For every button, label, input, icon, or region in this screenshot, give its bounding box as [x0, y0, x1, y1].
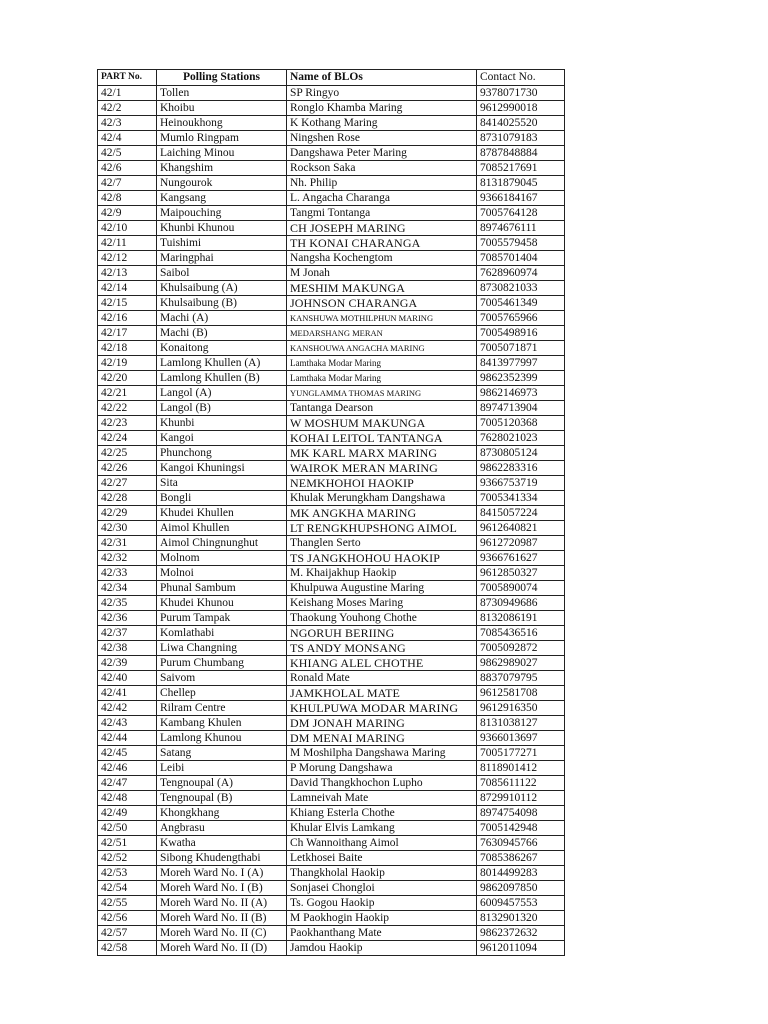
contact-no-cell: 8415057224 — [477, 506, 565, 521]
blo-name-cell: Paokhanthang Mate — [287, 926, 477, 941]
table-row — [98, 731, 565, 746]
blo-name-cell: P Morung Dangshawa — [287, 761, 477, 776]
table-row — [98, 551, 565, 566]
table-row — [98, 851, 565, 866]
table-row — [98, 596, 565, 611]
part-no-cell: 42/3 — [98, 116, 157, 131]
blo-name-cell: M. Khaijakhup Haokip — [287, 566, 477, 581]
part-no-cell: 42/37 — [98, 626, 157, 641]
polling-station-cell: Molnom — [157, 551, 287, 566]
contact-no-cell: 7005092872 — [477, 641, 565, 656]
polling-station-cell: Lamlong Khunou — [157, 731, 287, 746]
table-row — [98, 476, 565, 491]
part-no-cell: 42/9 — [98, 206, 157, 221]
contact-no-cell: 7630945766 — [477, 836, 565, 851]
polling-station-cell: Moreh Ward No. II (D) — [157, 941, 287, 956]
table-row — [98, 266, 565, 281]
blo-name-cell: Lamthaka Modar Maring — [287, 356, 477, 371]
part-no-cell: 42/58 — [98, 941, 157, 956]
table-row — [98, 116, 565, 131]
contact-no-cell: 9366184167 — [477, 191, 565, 206]
part-no-cell: 42/28 — [98, 491, 157, 506]
part-no-cell: 42/8 — [98, 191, 157, 206]
contact-no-cell: 8730949686 — [477, 596, 565, 611]
polling-station-cell: Khulsaibung (A) — [157, 281, 287, 296]
contact-no-cell: 7085386267 — [477, 851, 565, 866]
part-no-cell: 42/25 — [98, 446, 157, 461]
contact-no-cell: 8974676111 — [477, 221, 565, 236]
polling-station-cell: Mumlo Ringpam — [157, 131, 287, 146]
table-row — [98, 806, 565, 821]
blo-name-cell: JOHNSON CHARANGA — [287, 296, 477, 311]
contact-no-cell: 6009457553 — [477, 896, 565, 911]
table-row — [98, 86, 565, 101]
contact-no-cell: 9862352399 — [477, 371, 565, 386]
part-no-cell: 42/4 — [98, 131, 157, 146]
table-row — [98, 506, 565, 521]
part-no-cell: 42/54 — [98, 881, 157, 896]
table-row — [98, 281, 565, 296]
contact-no-cell: 8132901320 — [477, 911, 565, 926]
polling-station-cell: Kambang Khulen — [157, 716, 287, 731]
polling-station-cell: Sibong Khudengthabi — [157, 851, 287, 866]
part-no-cell: 42/31 — [98, 536, 157, 551]
polling-station-cell: Phunchong — [157, 446, 287, 461]
table-row — [98, 641, 565, 656]
part-no-cell: 42/20 — [98, 371, 157, 386]
table-row — [98, 341, 565, 356]
polling-station-cell: Kangsang — [157, 191, 287, 206]
part-no-cell: 42/1 — [98, 86, 157, 101]
blo-name-cell: Tangmi Tontanga — [287, 206, 477, 221]
part-no-cell: 42/12 — [98, 251, 157, 266]
blo-name-cell: David Thangkhochon Lupho — [287, 776, 477, 791]
part-no-cell: 42/52 — [98, 851, 157, 866]
polling-station-cell: Bongli — [157, 491, 287, 506]
polling-station-cell: Maipouching — [157, 206, 287, 221]
table-row — [98, 251, 565, 266]
blo-name-cell: KANSHOUWA ANGACHA MARING — [287, 341, 477, 356]
table-row — [98, 491, 565, 506]
polling-station-cell: Khoibu — [157, 101, 287, 116]
polling-station-cell: Machi (A) — [157, 311, 287, 326]
part-no-cell: 42/40 — [98, 671, 157, 686]
part-no-cell: 42/45 — [98, 746, 157, 761]
contact-no-cell: 8730805124 — [477, 446, 565, 461]
blo-name-cell: Ningshen Rose — [287, 131, 477, 146]
part-no-cell: 42/35 — [98, 596, 157, 611]
blo-name-cell: Lamthaka Modar Maring — [287, 371, 477, 386]
polling-station-cell: Khunbi Khunou — [157, 221, 287, 236]
blo-table — [97, 69, 565, 956]
contact-no-cell: 7628021023 — [477, 431, 565, 446]
blo-name-cell: Lamneivah Mate — [287, 791, 477, 806]
polling-station-cell: Sita — [157, 476, 287, 491]
contact-no-cell: 9862097850 — [477, 881, 565, 896]
table-row — [98, 446, 565, 461]
part-no-cell: 42/10 — [98, 221, 157, 236]
contact-no-cell: 9612850327 — [477, 566, 565, 581]
contact-no-cell: 7005890074 — [477, 581, 565, 596]
contact-no-cell: 7085611122 — [477, 776, 565, 791]
contact-no-cell: 7005177271 — [477, 746, 565, 761]
polling-station-cell: Langol (A) — [157, 386, 287, 401]
contact-no-cell: 9612640821 — [477, 521, 565, 536]
blo-name-cell: Letkhosei Baite — [287, 851, 477, 866]
contact-no-cell: 9862283316 — [477, 461, 565, 476]
part-no-cell: 42/2 — [98, 101, 157, 116]
part-no-cell: 42/41 — [98, 686, 157, 701]
blo-name-cell: JAMKHOLAL MATE — [287, 686, 477, 701]
polling-station-cell: Heinoukhong — [157, 116, 287, 131]
blo-name-cell: NGORUH BERIING — [287, 626, 477, 641]
table-row — [98, 191, 565, 206]
blo-name-cell: Thangkholal Haokip — [287, 866, 477, 881]
table-row — [98, 401, 565, 416]
contact-no-cell: 9612581708 — [477, 686, 565, 701]
contact-no-cell: 7085217691 — [477, 161, 565, 176]
table-row — [98, 671, 565, 686]
polling-station-cell: Saibol — [157, 266, 287, 281]
blo-name-cell: TS JANGKHOHOU HAOKIP — [287, 551, 477, 566]
part-no-cell: 42/21 — [98, 386, 157, 401]
polling-station-cell: Moreh Ward No. II (C) — [157, 926, 287, 941]
blo-name-cell: L. Angacha Charanga — [287, 191, 477, 206]
polling-station-cell: Tuishimi — [157, 236, 287, 251]
polling-station-cell: Purum Chumbang — [157, 656, 287, 671]
part-no-cell: 42/43 — [98, 716, 157, 731]
contact-no-cell: 7005120368 — [477, 416, 565, 431]
table-row — [98, 821, 565, 836]
table-row — [98, 206, 565, 221]
contact-no-cell: 7005765966 — [477, 311, 565, 326]
contact-no-cell: 7005071871 — [477, 341, 565, 356]
table-row — [98, 761, 565, 776]
blo-name-cell: KHIANG ALEL CHOTHE — [287, 656, 477, 671]
polling-station-cell: Lamlong Khullen (B) — [157, 371, 287, 386]
contact-no-cell: 7085436516 — [477, 626, 565, 641]
part-no-cell: 42/16 — [98, 311, 157, 326]
contact-no-cell: 9366761627 — [477, 551, 565, 566]
table-row — [98, 311, 565, 326]
part-no-cell: 42/51 — [98, 836, 157, 851]
table-row — [98, 296, 565, 311]
polling-station-cell: Phunal Sambum — [157, 581, 287, 596]
part-no-cell: 42/34 — [98, 581, 157, 596]
contact-no-cell: 8837079795 — [477, 671, 565, 686]
table-row — [98, 611, 565, 626]
part-no-cell: 42/39 — [98, 656, 157, 671]
blo-name-cell: Nh. Philip — [287, 176, 477, 191]
contact-no-cell: 7005142948 — [477, 821, 565, 836]
polling-station-cell: Komlathabi — [157, 626, 287, 641]
table-row — [98, 101, 565, 116]
part-no-cell: 42/38 — [98, 641, 157, 656]
blo-name-cell: YUNGLAMMA THOMAS MARING — [287, 386, 477, 401]
polling-station-cell: Moreh Ward No. I (A) — [157, 866, 287, 881]
polling-station-cell: Saivom — [157, 671, 287, 686]
contact-no-cell: 7628960974 — [477, 266, 565, 281]
contact-no-cell: 8131038127 — [477, 716, 565, 731]
part-no-cell: 42/47 — [98, 776, 157, 791]
contact-no-cell: 9612720987 — [477, 536, 565, 551]
blo-name-cell: KANSHUWA MOTHILPHUN MARING — [287, 311, 477, 326]
table-row — [98, 701, 565, 716]
blo-name-cell: Ch Wannoithang Aimol — [287, 836, 477, 851]
table-row — [98, 461, 565, 476]
blo-name-cell: MK KARL MARX MARING — [287, 446, 477, 461]
table-row — [98, 686, 565, 701]
blo-name-cell: Khular Elvis Lamkang — [287, 821, 477, 836]
part-no-cell: 42/19 — [98, 356, 157, 371]
contact-no-cell: 8413977997 — [477, 356, 565, 371]
blo-name-cell: LT RENGKHUPSHONG AIMOL — [287, 521, 477, 536]
part-no-cell: 42/29 — [98, 506, 157, 521]
polling-station-cell: Molnoi — [157, 566, 287, 581]
polling-station-cell: Moreh Ward No. II (A) — [157, 896, 287, 911]
blo-name-cell: KHULPUWA MODAR MARING — [287, 701, 477, 716]
table-row — [98, 656, 565, 671]
blo-name-cell: SP Ringyo — [287, 86, 477, 101]
table-row — [98, 536, 565, 551]
blo-name-cell: Ronglo Khamba Maring — [287, 101, 477, 116]
polling-station-cell: Machi (B) — [157, 326, 287, 341]
table-row — [98, 881, 565, 896]
part-no-cell: 42/36 — [98, 611, 157, 626]
blo-name-cell: Thanglen Serto — [287, 536, 477, 551]
table-row — [98, 221, 565, 236]
part-no-cell: 42/14 — [98, 281, 157, 296]
table-row — [98, 791, 565, 806]
polling-station-cell: Chellep — [157, 686, 287, 701]
table-row — [98, 941, 565, 956]
table-row — [98, 716, 565, 731]
contact-no-cell: 7005498916 — [477, 326, 565, 341]
blo-name-cell: MESHIM MAKUNGA — [287, 281, 477, 296]
polling-station-cell: Leibi — [157, 761, 287, 776]
contact-no-cell: 9862146973 — [477, 386, 565, 401]
contact-no-cell: 9862372632 — [477, 926, 565, 941]
table-row — [98, 566, 565, 581]
blo-name-cell: Thaokung Youhong Chothe — [287, 611, 477, 626]
table-row — [98, 236, 565, 251]
contact-no-cell: 8731079183 — [477, 131, 565, 146]
blo-name-cell: Khulak Merungkham Dangshawa — [287, 491, 477, 506]
polling-station-cell: Tollen — [157, 86, 287, 101]
part-no-cell: 42/46 — [98, 761, 157, 776]
part-no-cell: 42/33 — [98, 566, 157, 581]
table-row — [98, 431, 565, 446]
blo-name-cell: Nangsha Kochengtom — [287, 251, 477, 266]
header-polling-stations: Polling Stations — [157, 70, 287, 86]
table-row — [98, 626, 565, 641]
contact-no-cell: 9612916350 — [477, 701, 565, 716]
contact-no-cell: 8974754098 — [477, 806, 565, 821]
blo-name-cell: MK ANGKHA MARING — [287, 506, 477, 521]
polling-station-cell: Tengnoupal (B) — [157, 791, 287, 806]
header-name-of-blos: Name of BLOs — [287, 70, 477, 86]
contact-no-cell: 7005579458 — [477, 236, 565, 251]
blo-name-cell: Ts. Gogou Haokip — [287, 896, 477, 911]
contact-no-cell: 9378071730 — [477, 86, 565, 101]
polling-station-cell: Aimol Khullen — [157, 521, 287, 536]
part-no-cell: 42/27 — [98, 476, 157, 491]
polling-station-cell: Kangoi — [157, 431, 287, 446]
polling-station-cell: Aimol Chingnunghut — [157, 536, 287, 551]
part-no-cell: 42/56 — [98, 911, 157, 926]
header-part-no: PART No. — [98, 70, 157, 86]
polling-station-cell: Maringphai — [157, 251, 287, 266]
table-header — [98, 70, 565, 86]
part-no-cell: 42/18 — [98, 341, 157, 356]
contact-no-cell: 8974713904 — [477, 401, 565, 416]
polling-station-cell: Laiching Minou — [157, 146, 287, 161]
header-contact-no: Contact No. — [477, 70, 565, 86]
polling-station-cell: Kwatha — [157, 836, 287, 851]
blo-name-cell: M Paokhogin Haokip — [287, 911, 477, 926]
part-no-cell: 42/30 — [98, 521, 157, 536]
blo-name-cell: Rockson Saka — [287, 161, 477, 176]
polling-station-cell: Nungourok — [157, 176, 287, 191]
contact-no-cell: 8118901412 — [477, 761, 565, 776]
part-no-cell: 42/44 — [98, 731, 157, 746]
table-row — [98, 926, 565, 941]
polling-station-cell: Satang — [157, 746, 287, 761]
table-row — [98, 176, 565, 191]
polling-station-cell: Khulsaibung (B) — [157, 296, 287, 311]
contact-no-cell: 9612011094 — [477, 941, 565, 956]
polling-station-cell: Angbrasu — [157, 821, 287, 836]
table-row — [98, 866, 565, 881]
table-row — [98, 356, 565, 371]
contact-no-cell: 7005764128 — [477, 206, 565, 221]
part-no-cell: 42/23 — [98, 416, 157, 431]
polling-station-cell: Khudei Khullen — [157, 506, 287, 521]
blo-name-cell: KOHAI LEITOL TANTANGA — [287, 431, 477, 446]
contact-no-cell: 7005341334 — [477, 491, 565, 506]
table-row — [98, 371, 565, 386]
contact-no-cell: 8414025520 — [477, 116, 565, 131]
part-no-cell: 42/24 — [98, 431, 157, 446]
polling-station-cell: Kangoi Khuningsi — [157, 461, 287, 476]
contact-no-cell: 7085701404 — [477, 251, 565, 266]
table-row — [98, 326, 565, 341]
table-row — [98, 896, 565, 911]
part-no-cell: 42/11 — [98, 236, 157, 251]
part-no-cell: 42/55 — [98, 896, 157, 911]
blo-name-cell: Ronald Mate — [287, 671, 477, 686]
part-no-cell: 42/42 — [98, 701, 157, 716]
table-row — [98, 131, 565, 146]
contact-no-cell: 8729910112 — [477, 791, 565, 806]
table-row — [98, 911, 565, 926]
header-row — [98, 70, 565, 86]
blo-name-cell: Jamdou Haokip — [287, 941, 477, 956]
blo-name-cell: Khiang Esterla Chothe — [287, 806, 477, 821]
part-no-cell: 42/13 — [98, 266, 157, 281]
part-no-cell: 42/26 — [98, 461, 157, 476]
polling-station-cell: Tengnoupal (A) — [157, 776, 287, 791]
part-no-cell: 42/53 — [98, 866, 157, 881]
blo-name-cell: M Jonah — [287, 266, 477, 281]
polling-station-cell: Rilram Centre — [157, 701, 287, 716]
polling-station-cell: Liwa Changning — [157, 641, 287, 656]
part-no-cell: 42/49 — [98, 806, 157, 821]
polling-station-cell: Khongkhang — [157, 806, 287, 821]
part-no-cell: 42/57 — [98, 926, 157, 941]
part-no-cell: 42/48 — [98, 791, 157, 806]
polling-station-cell: Khunbi — [157, 416, 287, 431]
contact-no-cell: 8730821033 — [477, 281, 565, 296]
blo-name-cell: Dangshawa Peter Maring — [287, 146, 477, 161]
blo-name-cell: CH JOSEPH MARING — [287, 221, 477, 236]
polling-station-cell: Khudei Khunou — [157, 596, 287, 611]
table-row — [98, 416, 565, 431]
polling-station-cell: Moreh Ward No. I (B) — [157, 881, 287, 896]
blo-name-cell: TH KONAI CHARANGA — [287, 236, 477, 251]
part-no-cell: 42/6 — [98, 161, 157, 176]
contact-no-cell: 8014499283 — [477, 866, 565, 881]
part-no-cell: 42/5 — [98, 146, 157, 161]
blo-name-cell: Khulpuwa Augustine Maring — [287, 581, 477, 596]
polling-station-cell: Khangshim — [157, 161, 287, 176]
contact-no-cell: 9366753719 — [477, 476, 565, 491]
contact-no-cell: 9862989027 — [477, 656, 565, 671]
table-row — [98, 581, 565, 596]
polling-station-cell: Purum Tampak — [157, 611, 287, 626]
part-no-cell: 42/50 — [98, 821, 157, 836]
contact-no-cell: 8787848884 — [477, 146, 565, 161]
contact-no-cell: 9612990018 — [477, 101, 565, 116]
table-row — [98, 746, 565, 761]
table-row — [98, 521, 565, 536]
contact-no-cell: 7005461349 — [477, 296, 565, 311]
polling-station-cell: Lamlong Khullen (A) — [157, 356, 287, 371]
contact-no-cell: 8131879045 — [477, 176, 565, 191]
table-row — [98, 836, 565, 851]
polling-station-cell: Langol (B) — [157, 401, 287, 416]
part-no-cell: 42/32 — [98, 551, 157, 566]
part-no-cell: 42/7 — [98, 176, 157, 191]
blo-name-cell: W MOSHUM MAKUNGA — [287, 416, 477, 431]
table-row — [98, 146, 565, 161]
polling-station-cell: Konaitong — [157, 341, 287, 356]
blo-name-cell: WAIROK MERAN MARING — [287, 461, 477, 476]
contact-no-cell: 9366013697 — [477, 731, 565, 746]
table-row — [98, 161, 565, 176]
polling-station-cell: Moreh Ward No. II (B) — [157, 911, 287, 926]
blo-name-cell: DM JONAH MARING — [287, 716, 477, 731]
part-no-cell: 42/22 — [98, 401, 157, 416]
table-row — [98, 776, 565, 791]
blo-name-cell: M Moshilpha Dangshawa Maring — [287, 746, 477, 761]
blo-name-cell: NEMKHOHOI HAOKIP — [287, 476, 477, 491]
part-no-cell: 42/17 — [98, 326, 157, 341]
blo-name-cell: Tantanga Dearson — [287, 401, 477, 416]
table-body — [98, 86, 565, 956]
contact-no-cell: 8132086191 — [477, 611, 565, 626]
blo-name-cell: Keishang Moses Maring — [287, 596, 477, 611]
table-row — [98, 386, 565, 401]
blo-name-cell: DM MENAI MARING — [287, 731, 477, 746]
blo-name-cell: Sonjasei Chongloi — [287, 881, 477, 896]
blo-name-cell: K Kothang Maring — [287, 116, 477, 131]
part-no-cell: 42/15 — [98, 296, 157, 311]
blo-name-cell: MEDARSHANG MERAN — [287, 326, 477, 341]
blo-name-cell: TS ANDY MONSANG — [287, 641, 477, 656]
